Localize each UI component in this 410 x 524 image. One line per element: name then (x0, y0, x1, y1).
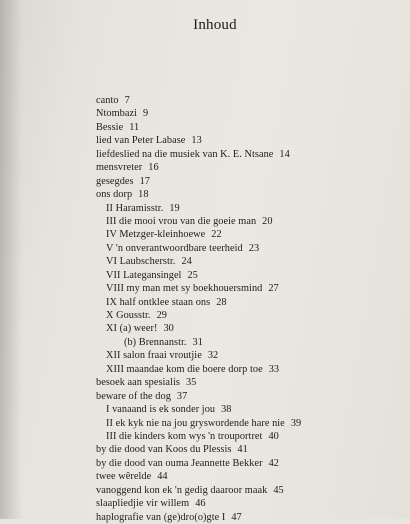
toc-entry-page-number: 25 (187, 269, 198, 281)
toc-entry (96, 457, 406, 470)
toc-entry-title: Bessie (96, 121, 124, 133)
toc-entry-title: gesegdes (96, 175, 134, 187)
toc-entry-title: Ntombazi (96, 108, 138, 120)
toc-entry-title: VII Lategansingel (106, 269, 182, 281)
toc-entry-title: X Gousstr. (106, 310, 151, 321)
toc-entry-page-number: 19 (169, 202, 180, 214)
toc-entry-title: liefdeslied na die musiek van K. E. Ntsane (96, 148, 274, 160)
toc-entry-title: vanoggend kon ek 'n gedig daaroor maak (96, 484, 268, 496)
toc-entry (96, 255, 406, 268)
toc-entry (96, 134, 406, 147)
toc-entry-page-number: 41 (237, 444, 248, 456)
toc-entry (96, 349, 406, 362)
toc-entry-page-number: 28 (216, 296, 227, 308)
toc-entry-page-number: 42 (268, 457, 279, 469)
toc-entry-title: by die dood van ouma Jeannette Bekker (96, 457, 263, 469)
toc-entry-title: canto (96, 95, 119, 106)
toc-entry-page-number: 46 (195, 498, 206, 510)
toc-entry-title: twee wêrelde (96, 471, 152, 483)
toc-entry (96, 511, 406, 524)
toc-entry-page-number: 11 (129, 121, 140, 133)
toc-entry-page-number: 31 (192, 336, 203, 348)
toc-entry-page-number: 45 (273, 484, 284, 496)
toc-entry (96, 188, 406, 201)
toc-entry-page-number: 16 (148, 162, 159, 174)
toc-entry (96, 242, 406, 255)
toc-entry (96, 94, 406, 107)
toc-entry (96, 403, 406, 416)
toc-entry-title: lied van Peter Labase (96, 135, 186, 147)
toc-entry (96, 443, 406, 456)
toc-entry-title: (b) Brennanstr. (124, 336, 187, 348)
toc-entry-title: V 'n onverantwoordbare teerheid (106, 242, 243, 254)
toc-entry (96, 430, 406, 443)
toc-entry (96, 107, 406, 120)
toc-entry-title: haplografie van (ge)dro(o)gte I (96, 511, 226, 523)
toc-entry-title: III die mooi vrou van die goeie man (106, 215, 257, 227)
toc-entry-title: IX half ontklee staan ons (106, 296, 211, 308)
toc-entry-page-number: 18 (138, 189, 149, 201)
toc-entry (96, 148, 406, 161)
toc-entry (96, 296, 406, 309)
toc-entry-page-number: 44 (157, 471, 168, 483)
toc-entry-page-number: 14 (279, 148, 290, 160)
toc-entry (96, 497, 406, 510)
toc-entry-title: besoek aan spesialis (96, 377, 180, 389)
toc-entry-title: VI Laubscherstr. (106, 256, 176, 268)
toc-entry-title: II Haramisstr. (106, 202, 164, 214)
toc-entry (96, 121, 406, 134)
toc-entry (96, 228, 406, 241)
toc-entry-page-number: 17 (139, 175, 150, 187)
toc-entry-page-number: 37 (176, 390, 188, 402)
toc-entry-title: I vanaand is ek sonder jou (106, 404, 216, 416)
toc-entry (96, 309, 406, 322)
toc-entry-title: XIII maandae kom die boere dorp toe (106, 363, 263, 375)
toc-entry-title: VIII my man met sy boekhouersmind (106, 283, 263, 295)
toc-entry-page-number: 22 (211, 229, 222, 241)
toc-entry-title: II ek kyk nie na jou gryswordende hare nie (106, 417, 285, 429)
spine-shadow (0, 0, 22, 519)
toc-entry-title: ons dorp (96, 189, 133, 201)
toc-entry (96, 363, 406, 376)
toc-entry-page-number: 9 (143, 108, 149, 120)
toc-entry-page-number: 35 (185, 377, 197, 389)
toc-entry-page-number: 47 (231, 511, 242, 523)
toc-entry-page-number: 24 (181, 256, 192, 268)
page-title: Inhoud (193, 17, 237, 33)
toc-entry-title: beware of the dog (96, 390, 171, 402)
toc-entry-title: by die dood van Koos du Plessis (96, 444, 232, 456)
toc-entry-page-number: 40 (268, 430, 279, 442)
toc-entry-page-number: 29 (156, 310, 167, 321)
toc-entry (96, 376, 406, 389)
toc-entry-page-number: 23 (248, 242, 260, 254)
toc-entry-title: slaapliedjie vir willem (96, 498, 190, 510)
toc-entry-page-number: 33 (268, 363, 280, 375)
toc-entry (96, 215, 406, 228)
toc-entry-page-number: 20 (262, 215, 273, 227)
toc-entry-page-number: 27 (268, 283, 279, 295)
toc-entry (96, 417, 406, 430)
toc-entry-title: IV Metzger-kleinhoewe (106, 229, 206, 241)
toc-entry (96, 470, 406, 483)
toc-entry-title: XI (a) weer! (106, 323, 158, 335)
toc-entry-title: XII salon fraai vroutjie (106, 350, 202, 362)
toc-entry-page-number: 38 (221, 404, 232, 416)
toc-entry (96, 322, 406, 335)
toc-entry (96, 269, 406, 282)
toc-entry-page-number: 7 (124, 95, 130, 106)
toc-entry (96, 175, 406, 188)
table-of-contents (96, 94, 406, 524)
toc-entry-title: mensvreter (96, 162, 143, 174)
toc-entry (96, 282, 406, 295)
toc-entry (96, 161, 406, 174)
toc-entry-title: III die kinders kom wys 'n trouportret (106, 430, 263, 442)
toc-entry-page-number: 32 (207, 350, 219, 362)
toc-entry-page-number: 13 (191, 135, 202, 147)
toc-entry-page-number: 30 (163, 323, 174, 335)
toc-entry (96, 336, 406, 349)
toc-entry (96, 202, 406, 215)
toc-entry-page-number: 39 (290, 417, 302, 429)
toc-entry (96, 484, 406, 497)
toc-entry (96, 390, 406, 403)
